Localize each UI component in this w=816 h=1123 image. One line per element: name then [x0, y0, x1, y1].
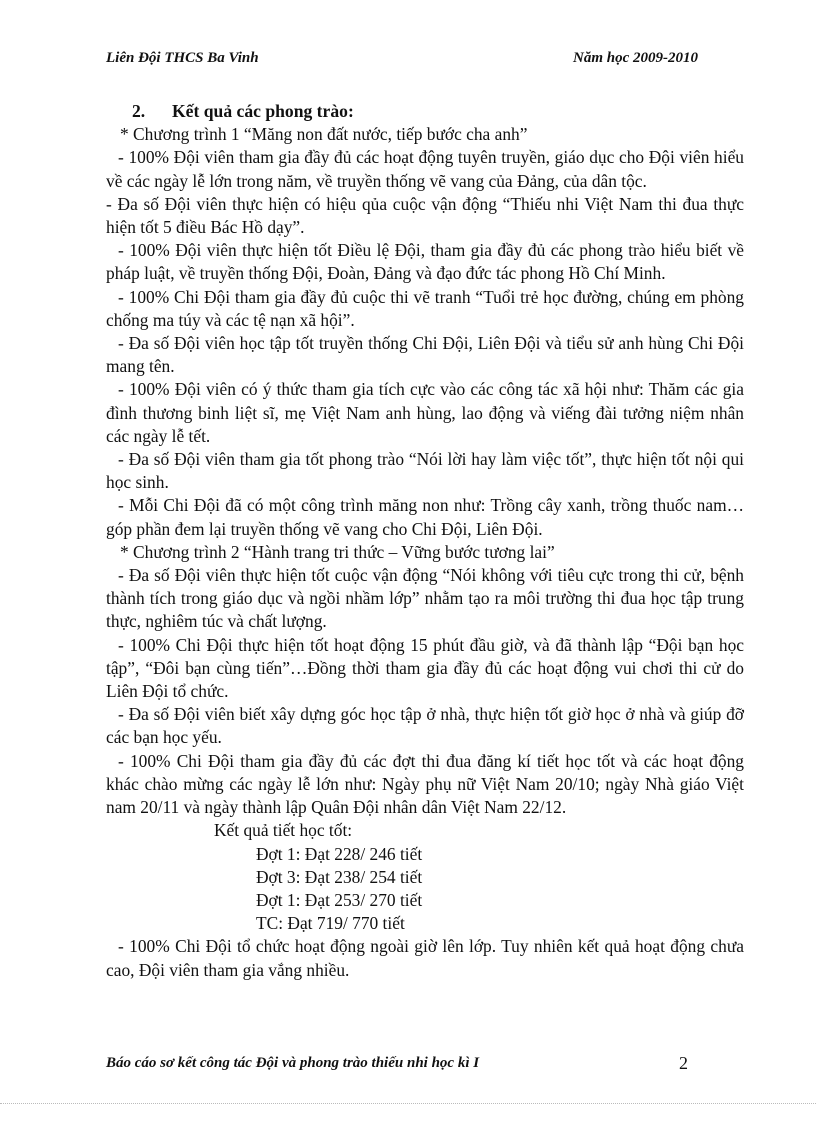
- header-school-name: Liên Đội THCS Ba Vinh: [106, 50, 259, 66]
- program-1-item: - Đa số Đội viên tham gia tốt phong trào “Nói lời hay làm việc tốt”, thực hiện tốt nội qui học sinh.: [106, 449, 744, 493]
- page-footer: [106, 1053, 698, 1079]
- program-1-item: - 100% Chi Đội tham gia đầy đủ cuộc thi vẽ tranh “Tuổi trẻ học đường, chúng em phòng chống ma túy và các tệ nạn xã hội”.: [106, 286, 744, 330]
- results-row: TC: Đạt 719/ 770 tiết: [256, 913, 405, 934]
- program-1-item: - 100% Đội viên tham gia đầy đủ các hoạt động tuyên truyền, giáo dục cho Đội viên hiểu về các ngày lễ lớn trong năm, về truyền thống vẽ vang của Đảng, của dân tộc.: [106, 147, 744, 191]
- footer-report-title: Báo cáo sơ kết công tác Đội và phong trào thiếu nhi học kì I: [106, 1055, 480, 1071]
- program-1-item: - Đa số Đội viên học tập tốt truyền thống Chi Đội, Liên Đội và tiểu sử anh hùng Chi Đội mang tên.: [106, 333, 744, 377]
- header-school-year: Năm học 2009-2010: [573, 50, 698, 66]
- program-1-item: - Đa số Đội viên thực hiện có hiệu qủa cuộc vận động “Thiếu nhi Việt Nam thi đua thực hiện tốt 5 điều Bác Hồ dạy”.: [106, 193, 744, 238]
- results-row: Đợt 3: Đạt 238/ 254 tiết: [256, 866, 423, 887]
- program-1-title: * Chương trình 1 “Măng non đất nước, tiếp bước cha anh”: [120, 124, 528, 145]
- program-1-item: - 100% Đội viên có ý thức tham gia tích cực vào các công tác xã hội như: Thăm các gia đình thương binh liệt sĩ, mẹ Việt Nam anh hùng, lao động và viếng đài tưởng niệm nhân các ngày lễ tết.: [106, 379, 744, 446]
- program-1-item: - Mỗi Chi Đội đã có một công trình măng non như: Trồng cây xanh, trồng thuốc nam…góp phần đem lại truyền thống vẽ vang cho Chi Đội, Liên Đội.: [106, 495, 744, 539]
- program-2-title: * Chương trình 2 “Hành trang tri thức – Vững bước tương lai”: [120, 541, 555, 562]
- program-1-item: - 100% Đội viên thực hiện tốt Điều lệ Đội, tham gia đầy đủ các phong trào hiểu biết về pháp luật, về truyền thống Đội, Đoàn, Đảng và đạo đức tác phong Hồ Chí Minh.: [106, 240, 744, 284]
- page-bottom-divider: [0, 1103, 816, 1104]
- results-row: Đợt 1: Đạt 253/ 270 tiết: [256, 889, 423, 910]
- section-number: 2.: [132, 101, 146, 121]
- page-header: [106, 50, 698, 76]
- section-title: Kết quả các phong trào:: [172, 101, 354, 121]
- program-2-item: - Đa số Đội viên biết xây dựng góc học tập ở nhà, thực hiện tốt giờ học ở nhà và giúp đỡ các bạn học yếu.: [106, 704, 744, 748]
- results-title: Kết quả tiết học tốt:: [214, 820, 353, 841]
- program-2-item: - 100% Chi Đội thực hiện tốt hoạt động 15 phút đầu giờ, và đã thành lập “Đội bạn học tập”, “Đôi bạn cùng tiến”…Đồng thời tham gia đầy đủ các hoạt động vui chơi thi cử do Liên Đội tổ chức.: [106, 634, 744, 702]
- results-row: Đợt 1: Đạt 228/ 246 tiết: [256, 843, 423, 864]
- program-2-item: - 100% Chi Đội tham gia đầy đủ các đợt thi đua đăng kí tiết học tốt và các hoạt động khác chào mừng các ngày lễ lớn như: Ngày phụ nữ Việt Nam 20/10; ngày Nhà giáo Việt nam 20/11 và ngày thành lập Quân Đội nhân dân Việt Nam 22/12.: [106, 750, 744, 818]
- page-number: 2: [679, 1053, 688, 1073]
- section-heading: [106, 100, 744, 123]
- page-body: [106, 100, 744, 982]
- program-2-item: - Đa số Đội viên thực hiện tốt cuộc vận động “Nói không với tiêu cực trong thi cử, bệnh thành tích trong giáo dục và ngồi nhầm lớp” nhằm tạo ra môi trường thi đua học tập trung thực, nghiêm túc và chất lượng.: [106, 565, 744, 632]
- closing-paragraph: - 100% Chi Đội tổ chức hoạt động ngoài giờ lên lớp. Tuy nhiên kết quả hoạt động chưa cao, Đội viên tham gia vắng nhiều.: [106, 936, 744, 980]
